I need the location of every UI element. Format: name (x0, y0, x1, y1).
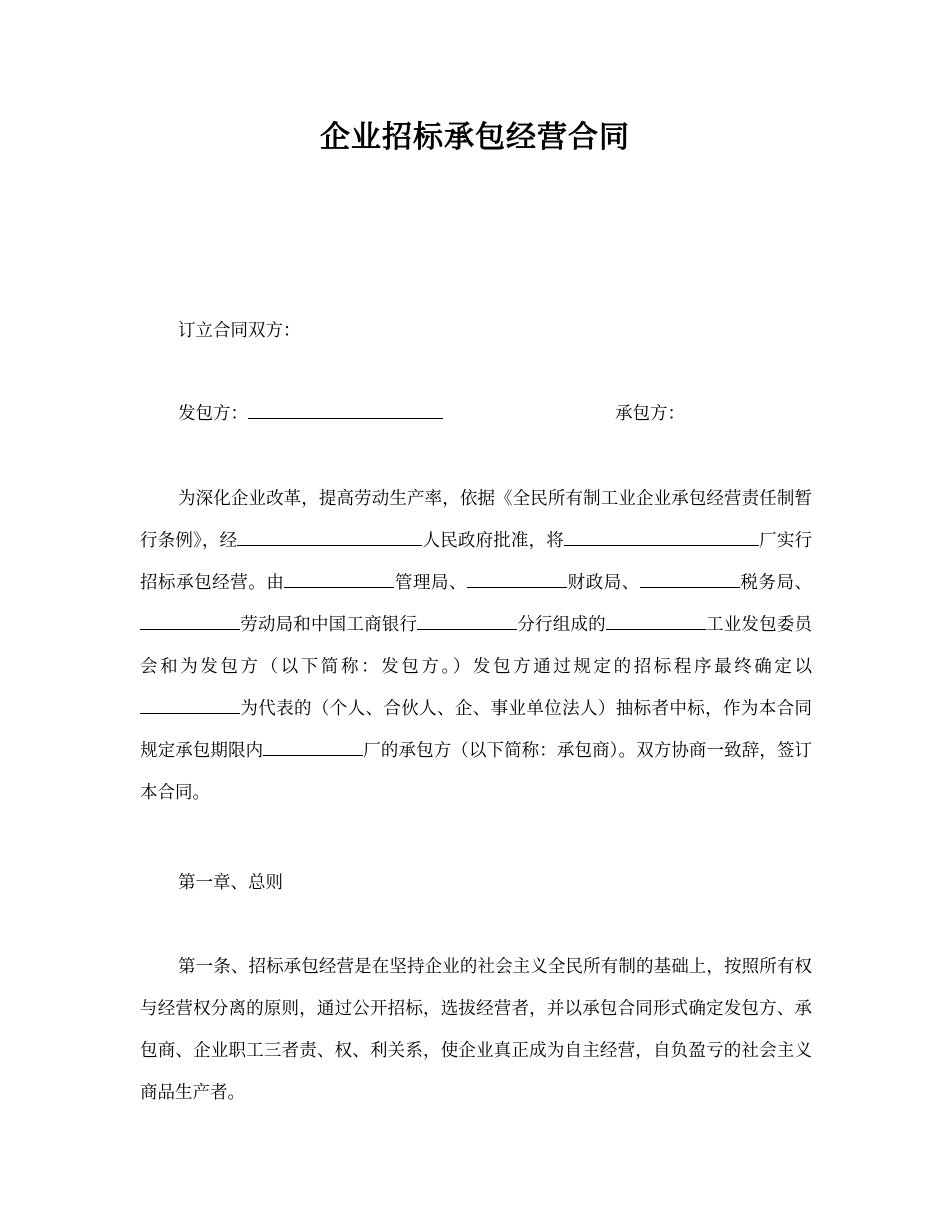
article-1-paragraph: 第一条、招标承包经营是在坚持企业的社会主义全民所有制的基础上，按照所有权与经营权分离的原则，通过公开招标，选拔经营者，并以承包合同形式确定发包方、承包商、企业职工三者责、权、利关系，使企业真正成为自主经营，自负盈亏的社会主义商品生产者。 (140, 957, 812, 1103)
factory-blank[interactable] (564, 527, 759, 546)
preamble-text: 管理局、 (394, 573, 468, 593)
bank-branch-blank[interactable] (417, 611, 517, 630)
contract-factory-blank[interactable] (263, 737, 363, 756)
parties-heading: 订立合同双方： (178, 321, 301, 341)
labor-bureau-blank[interactable] (140, 611, 240, 630)
preamble-text: 厂实行招标承包经营。由 (140, 531, 813, 593)
representative-blank[interactable] (140, 695, 240, 714)
party-b (615, 398, 685, 430)
preamble-text: 财政局、 (567, 573, 640, 593)
committee-blank[interactable] (606, 611, 706, 630)
preamble-text: 劳动局和中国工商银行 (240, 615, 418, 635)
tax-bureau-blank[interactable] (640, 569, 740, 588)
preamble-text: 分行组成的 (517, 615, 606, 635)
government-blank[interactable] (237, 527, 422, 546)
admin-bureau-blank[interactable] (284, 569, 394, 588)
party-a-label: 发包方： (178, 404, 248, 424)
preamble-text: 为代表的（个人、合伙人、企、事业单位法人）抽标者中标，作为本合同规定承包期限内 (140, 699, 812, 761)
party-a (178, 398, 443, 430)
preamble-text: 人民政府批准，将 (422, 531, 564, 551)
document-title: 企业招标承包经营合同 (320, 120, 630, 155)
preamble-text: 工业发包委员会和为发包方（以下简称：发包方。）发包方通过规定的招标程序最终确定以 (140, 615, 813, 677)
preamble-paragraph (140, 478, 812, 814)
party-b-label: 承包方： (615, 404, 685, 424)
chapter-1-heading: 第一章、总则 (178, 873, 283, 893)
preamble-text: 为深化企业改革，提高劳动生产率，依据《全民所有制工业企业承包经营责任制暂行条例》，经 (140, 489, 812, 551)
preamble-text: 厂的承包方（以下简称：承包商）。双方协商一致辞，签订本合同。 (140, 741, 813, 803)
preamble-text: 税务局、 (739, 573, 813, 593)
party-a-blank[interactable] (248, 400, 443, 419)
finance-bureau-blank[interactable] (467, 569, 567, 588)
